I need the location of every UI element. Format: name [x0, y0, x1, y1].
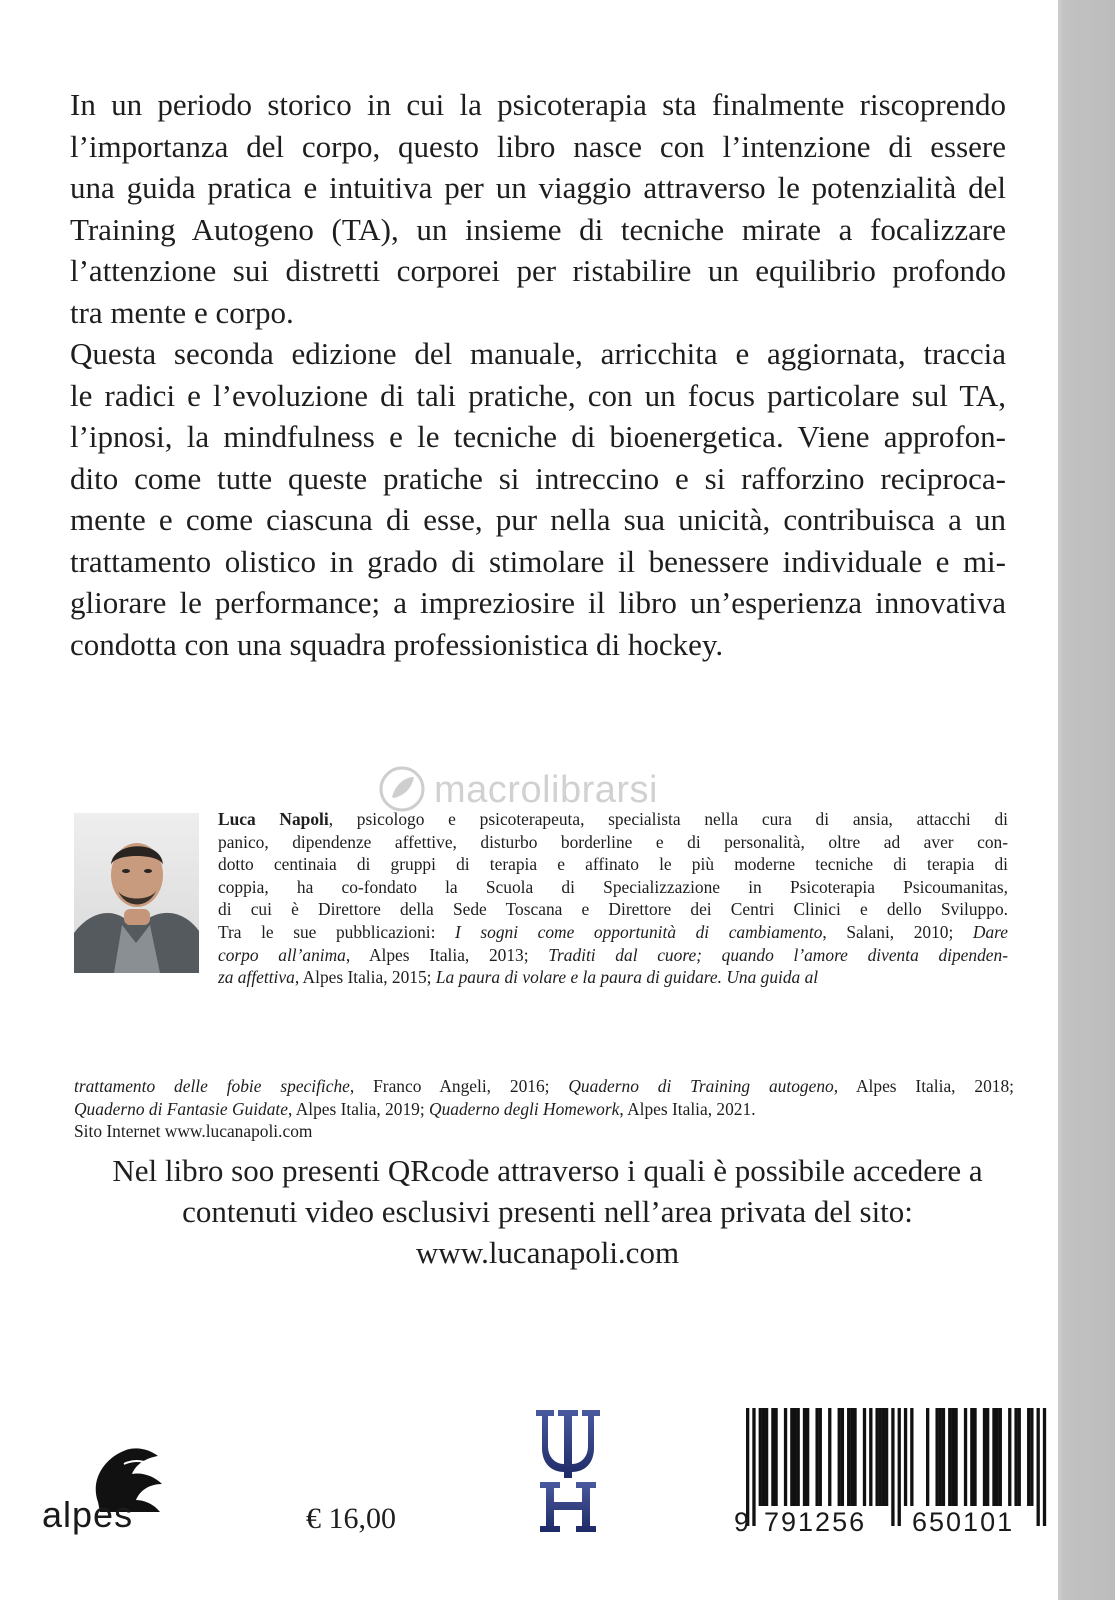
barcode-bar: [948, 1408, 951, 1506]
bio-line: Quaderno di Fantasie Guidate, Alpes Italia, 2019; Quaderno degli Homework, Alpes Italia, 2021.: [74, 1098, 756, 1119]
publication-title: corpo all’anima: [218, 944, 346, 965]
blurb-line: trattamento olistico in grado di stimolare il benessere individuale e mi-: [70, 543, 1006, 579]
barcode-bar: [838, 1408, 841, 1506]
barcode-bar: [986, 1408, 989, 1506]
author-photo: [74, 813, 199, 973]
blurb-line: In un periodo storico in cui la psicoterapia sta finalmente riscoprendo: [70, 87, 1006, 122]
barcode-bar: [970, 1408, 973, 1506]
bio-line: di cui è Direttore della Sede Toscana e Direttore dei Centri Clinici e dello Sviluppo.: [218, 899, 1008, 920]
bio-text: , psicologo e psicoterapeuta, specialista nella cura di ansia, attacchi di: [328, 809, 1008, 829]
leaf-icon: [378, 765, 426, 813]
blurb-line: l’importanza del corpo, questo libro nasce con l’intenzione di essere: [70, 128, 1006, 164]
barcode-bar: [850, 1408, 853, 1506]
barcode-bar: [790, 1408, 793, 1506]
publication-title: za affettiva: [218, 967, 295, 988]
bio-line: dotto centinaia di gruppi di terapia e affinato le più moderne tecniche di terapia di: [218, 854, 1008, 875]
author-name: Luca Napoli: [218, 809, 329, 829]
blurb-paragraph-1: [70, 84, 1006, 333]
barcode-bar: [759, 1408, 762, 1506]
barcode-bar: [898, 1408, 901, 1526]
bio-line: corpo all’anima, Alpes Italia, 2013; Traditi dal cuore; quando l’amore diventa dipenden-: [218, 944, 1008, 965]
barcode-bar: [762, 1408, 765, 1506]
blurb-line: l’attenzione sui distretti corporei per ristabilire un equilibrio profondo: [70, 253, 1006, 288]
barcode-bar: [828, 1408, 831, 1506]
barcode-bar: [939, 1408, 942, 1506]
barcode-digit-prefix: 9: [734, 1507, 752, 1537]
barcode-bar: [983, 1408, 986, 1506]
publication-title: Quaderno di Training autogeno: [568, 1076, 834, 1096]
barcode-bar: [819, 1408, 822, 1506]
barcode-bar: [875, 1408, 878, 1506]
barcode-bar: [806, 1408, 809, 1506]
blurb-line: Training Autogeno (TA), un insieme di tecniche mirate a focalizzare: [70, 211, 1006, 247]
publication-title: Quaderno degli Homework: [429, 1098, 620, 1119]
blurb-line: mente e come ciascuna di esse, pur nella sua unicità, contribuisca a un: [70, 502, 1006, 537]
publication-title: I sogni come opportunità di cambiamento: [455, 921, 823, 942]
watermark-text: macrolibrarsi: [434, 769, 658, 811]
blurb-line: dito come tutte queste pratiche si intreccino e si rafforzino reciproca-: [70, 460, 1006, 496]
bio-line: trattamento delle fobie specifiche, Franco Angeli, 2016; Quaderno di Training autogeno, Alpes Italia, 2018;: [74, 1076, 1014, 1096]
bio-line: coppia, ha co-fondato la Scuola di Specializzazione in Psicoterapia Psicoumanitas,: [218, 876, 1008, 897]
blurb-text: [70, 84, 1006, 665]
barcode-bar: [935, 1408, 938, 1506]
author-publications: [74, 1075, 1014, 1143]
publication-title: La paura di volare e la paura di guidare. Una guida al: [435, 967, 819, 988]
blurb-line: l’ipnosi, la mindfulness e le tecniche di bioenergetica. Viene approfon-: [70, 419, 1006, 454]
barcode-bar: [1014, 1408, 1017, 1506]
publication-title: Quaderno di Fantasie Guidate: [74, 1098, 288, 1119]
publication-title: Dare: [972, 921, 1008, 942]
barcode-bar: [797, 1408, 800, 1506]
barcode-bar: [885, 1408, 888, 1506]
barcode-bar: [815, 1408, 818, 1506]
barcode-bar: [954, 1408, 957, 1506]
barcode-bar: [964, 1408, 967, 1506]
blurb-line: condotta con una squadra professionistica di hockey.: [70, 626, 724, 662]
barcode-bar: [847, 1408, 850, 1506]
barcode-digit-group: 650101: [912, 1507, 1015, 1537]
barcode-bar: [803, 1408, 806, 1506]
blurb-line: le radici e l’evoluzione di tali pratiche, con un focus particolare sul TA,: [70, 377, 1006, 413]
barcode-bar: [910, 1408, 913, 1506]
blurb-line: Questa seconda edizione del manuale, arricchita e aggiornata, traccia: [70, 336, 1006, 371]
barcode-bar: [841, 1408, 844, 1506]
barcode-bar: [784, 1408, 787, 1506]
barcode-bar: [1037, 1408, 1040, 1526]
barcode-bar: [1043, 1408, 1046, 1526]
barcode-bar: [904, 1408, 907, 1506]
barcode-bar: [863, 1408, 866, 1506]
barcode-bar: [853, 1408, 856, 1506]
barcode-bar: [882, 1408, 885, 1506]
qr-note-line: contenuti video esclusivi presenti nell’area privata del sito:: [182, 1194, 913, 1229]
barcode-bar: [752, 1408, 755, 1526]
barcode-bar: [995, 1408, 998, 1506]
barcode-bar: [999, 1408, 1002, 1506]
psi-logo: [532, 1402, 604, 1537]
author-bio: [218, 808, 1008, 989]
qr-note: [40, 1150, 1055, 1273]
blurb-line: tra mente e corpo.: [70, 294, 294, 330]
barcode-bar: [891, 1408, 894, 1526]
blurb-paragraph-2: [70, 333, 1006, 665]
bio-line: [218, 808, 1008, 831]
barcode-bar: [992, 1408, 995, 1506]
blurb-line: una guida pratica e intuitiva per un viaggio attraverso le potenzialità del: [70, 170, 1006, 205]
barcode-bar: [774, 1408, 777, 1506]
qr-note-url: www.lucanapoli.com: [415, 1235, 680, 1270]
barcode-bar: [1030, 1408, 1033, 1506]
barcode-bar: [942, 1408, 945, 1506]
publisher-name: alpes: [42, 1494, 134, 1535]
barcode-bar: [926, 1408, 929, 1506]
barcode-bar: [951, 1408, 954, 1506]
barcode-digit-group: 791256: [764, 1507, 867, 1537]
author-website: Sito Internet www.lucanapoli.com: [74, 1121, 313, 1142]
barcode-bar: [973, 1408, 976, 1506]
barcode-bar: [869, 1408, 872, 1506]
barcode-bar: [765, 1408, 768, 1506]
barcode-bar: [879, 1408, 882, 1506]
qr-note-line: Nel libro soo presenti QRcode attraverso i quali è possibile accedere a: [112, 1153, 983, 1188]
barcode-bar: [793, 1408, 796, 1506]
barcode-bar: [1018, 1408, 1021, 1506]
bio-line: panico, dipendenze affettive, disturbo borderline e di personalità, oltre ad aver con-: [218, 831, 1008, 852]
barcode-bar: [771, 1408, 774, 1506]
publication-title: Traditi dal cuore; quando l’amore diventa dipenden-: [548, 944, 1008, 965]
bio-line: Tra le sue pubblicazioni: I sogni come opportunità di cambiamento, Salani, 2010; Dare: [218, 921, 1008, 942]
bio-line: za affettiva, Alpes Italia, 2015; La paura di volare e la paura di guidare. Una guida al: [218, 967, 819, 988]
barcode-bar: [1027, 1408, 1030, 1506]
price: € 16,00: [306, 1502, 396, 1535]
blurb-line: gliorare le performance; a impreziosire il libro un’esperienza innovativa: [70, 585, 1006, 620]
publication-title: trattamento delle fobie specifiche: [74, 1076, 350, 1096]
barcode-bar: [1008, 1408, 1011, 1506]
book-spine: [1058, 0, 1115, 1600]
